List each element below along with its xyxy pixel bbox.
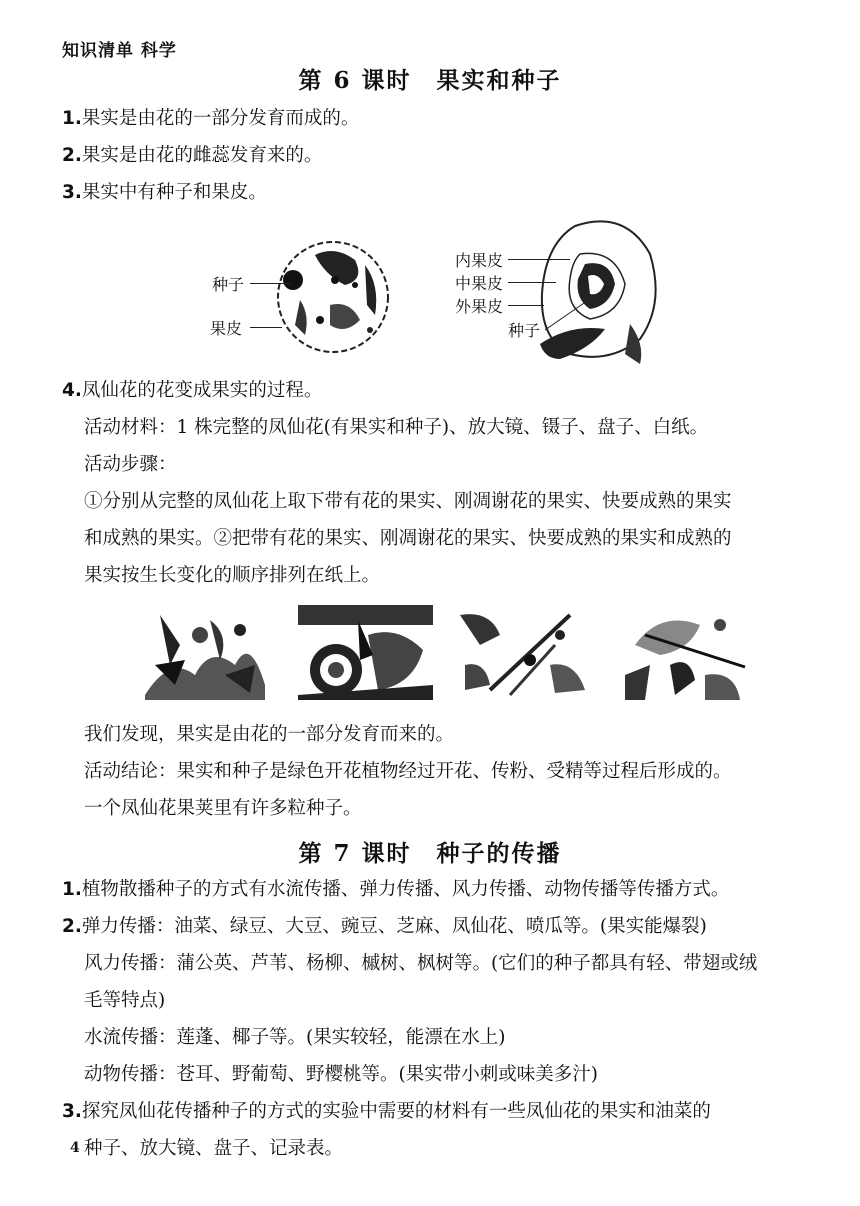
lesson7-item-3-line-2: 种子、放大镜、盘子、记录表。 bbox=[84, 1138, 344, 1159]
lesson7-item-2-water: 水流传播：莲蓬、椰子等。(果实较轻，能漂在水上) bbox=[84, 1027, 506, 1048]
drupe-cross-section-illustration bbox=[530, 214, 665, 364]
lesson7-item-1: 1.植物散播种子的方式有水流传播、弹力传播、风力传播、动物传播等传播方式。 bbox=[62, 879, 730, 900]
activity-steps-line-1: ①分别从完整的凤仙花上取下带有花的果实、刚凋谢花的果实、快要成熟的果实 bbox=[84, 491, 732, 512]
fig1-peel-leader-line bbox=[250, 327, 282, 328]
lesson6-item-2: 2.果实是由花的雌蕊发育来的。 bbox=[62, 145, 323, 166]
fig2-seed-leader-line bbox=[545, 290, 605, 332]
fig1-seed-leader-line bbox=[250, 283, 292, 284]
fruit-stage-photo-3 bbox=[460, 605, 595, 700]
lesson6-item-3: 3.果实中有种子和果皮。 bbox=[62, 182, 267, 203]
lesson7-item-2-elastic: 2.弹力传播：油菜、绿豆、大豆、豌豆、芝麻、凤仙花、喷瓜等。(果实能爆裂) bbox=[62, 916, 707, 937]
fruit-stage-photo-1 bbox=[140, 605, 270, 700]
lesson6-item-4: 4.凤仙花的花变成果实的过程。 bbox=[62, 380, 323, 401]
fig1-peel-label: 果皮 bbox=[210, 319, 243, 338]
lesson7-item-2-wind-line-2: 毛等特点) bbox=[84, 990, 166, 1011]
activity-steps-line-3: 果实按生长变化的顺序排列在纸上。 bbox=[84, 565, 381, 586]
activity-note: 一个凤仙花果荚里有许多粒种子。 bbox=[84, 798, 362, 819]
activity-materials: 活动材料：1 株完整的凤仙花(有果实和种子)、放大镜、镊子、盘子、白纸。 bbox=[84, 417, 709, 438]
page-number: 4 bbox=[70, 1140, 80, 1156]
fig2-exocarp-label: 外果皮 bbox=[455, 297, 504, 316]
lesson7-item-3-line-1: 3.探究凤仙花传播种子的方式的实验中需要的材料有一些凤仙花的果实和油菜的 bbox=[62, 1101, 711, 1122]
fruit-stage-photo-2 bbox=[298, 605, 433, 700]
activity-steps-line-2: 和成熟的果实。②把带有花的果实、刚凋谢花的果实、快要成熟的果实和成熟的 bbox=[84, 528, 732, 549]
fig2-endocarp-label: 内果皮 bbox=[455, 251, 504, 270]
activity-finding: 我们发现，果实是由花的一部分发育而来的。 bbox=[84, 724, 455, 745]
fruit-stage-photo-4 bbox=[620, 605, 750, 700]
lesson6-item-1: 1.果实是由花的一部分发育而成的。 bbox=[62, 108, 360, 129]
fig2-seed-label: 种子 bbox=[508, 321, 541, 340]
fig2-mesocarp-leader-line bbox=[508, 282, 556, 283]
book-header: 知识清单 科学 bbox=[62, 41, 177, 61]
lesson7-item-2-wind-line-1: 风力传播：蒲公英、芦苇、杨柳、槭树、枫树等。(它们的种子都具有轻、带翅或绒 bbox=[84, 953, 758, 974]
fig2-endocarp-leader-line bbox=[508, 259, 570, 260]
activity-steps-label: 活动步骤： bbox=[84, 454, 177, 475]
lesson6-title: 第 6 课时 果实和种子 bbox=[298, 67, 562, 94]
lesson7-title: 第 7 课时 种子的传播 bbox=[298, 840, 562, 867]
activity-conclusion: 活动结论：果实和种子是绿色开花植物经过开花、传粉、受精等过程后形成的。 bbox=[84, 761, 732, 782]
fruit-cross-section-illustration bbox=[275, 225, 395, 365]
lesson7-item-2-animal: 动物传播：苍耳、野葡萄、野樱桃等。(果实带小刺或味美多汁) bbox=[84, 1064, 598, 1085]
fig2-exocarp-leader-line bbox=[508, 305, 544, 306]
fig1-seed-label: 种子 bbox=[212, 275, 245, 294]
fig2-mesocarp-label: 中果皮 bbox=[455, 274, 504, 293]
